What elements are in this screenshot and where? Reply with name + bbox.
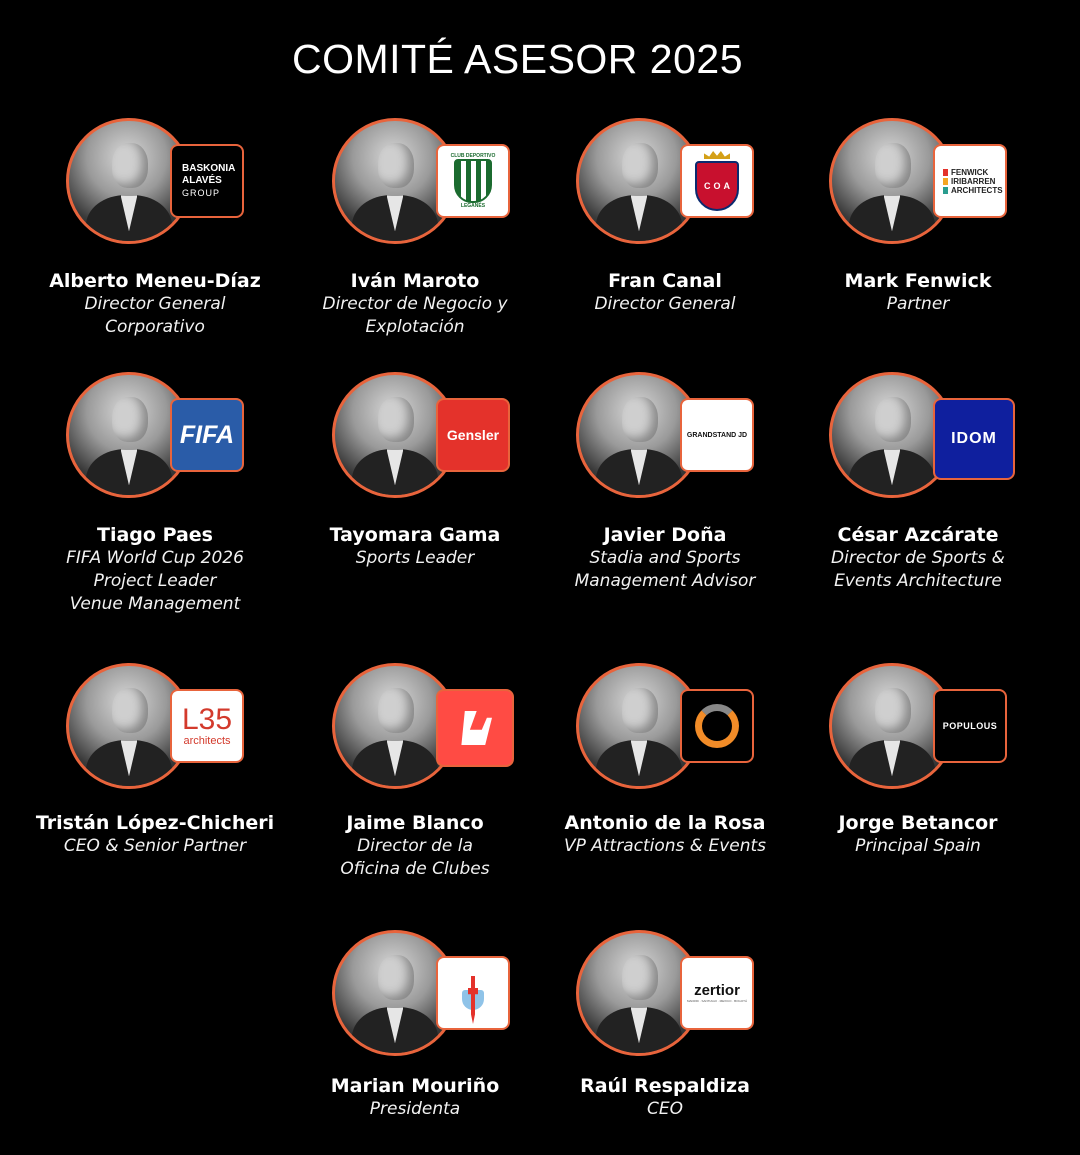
member-name: Marian Mouriño [330,1075,500,1097]
member-role-line: Stadia and Sports [589,548,741,568]
laliga-logo [436,689,514,767]
member-role [783,835,1053,858]
legends-ring-icon [695,704,739,748]
member-name: Mark Fenwick [844,270,992,292]
photo-silhouette-head [112,397,148,443]
member-role-line: Events Architecture [834,571,1002,591]
member-role [530,835,800,858]
member-role [280,547,550,570]
photo-silhouette-head [622,688,658,734]
member-name: Raúl Respaldiza [580,1075,750,1097]
grandstand-jd-logo [680,398,754,472]
zertior-logo-text: MADRID · SANTIAGO · MEXICO · BOGOTÁ [686,998,747,1003]
osasuna-shield-icon [695,161,739,211]
member-name: Tayomara Gama [329,524,501,546]
member-name: Fran Canal [608,270,722,292]
color-bar-icon [943,178,948,185]
l35-architects-logo-text: L35 [181,703,233,736]
photo-silhouette-head [378,688,414,734]
baskonia-alaves-group-logo [170,144,244,218]
zertior-logo-text: zertior [694,981,740,999]
page-title: COMITÉ ASESOR 2025 [291,36,744,82]
photo-silhouette-head [875,397,911,443]
fenwick-iribarren-architects-logo-text: ARCHITECTS [951,185,1003,195]
ca-osasuna-crest-text: A [723,181,730,191]
leganes-shield-icon [454,159,492,203]
member-role-line: Management Advisor [574,571,756,591]
photo-silhouette-head [622,397,658,443]
photo-silhouette-head [112,143,148,189]
member-name: Jorge Betancor [838,812,998,834]
club-deportivo-leganes-crest-text: CLUB DEPORTIVO [450,153,496,159]
ca-osasuna-crest-text: O [713,181,721,191]
member-name: Antonio de la Rosa [564,812,766,834]
member-role-line: Oficina de Clubes [340,859,490,879]
member-role-line: Venue Management [69,594,241,614]
idom-logo [933,398,1015,480]
member-role-line: Sports Leader [355,548,475,568]
member-role-line: CEO [647,1099,683,1119]
rc-celta-crest [436,956,510,1030]
member-name: Alberto Meneu-Díaz [49,270,261,292]
photo-silhouette-head [622,143,658,189]
member-role [20,835,290,858]
club-deportivo-leganes-crest-text: LEGANÉS [460,203,486,209]
member-name: Tristán López-Chicheri [35,812,275,834]
fifa-logo-text: FIFA [179,420,235,449]
member-role-line: Corporativo [105,317,205,337]
grandstand-jd-logo-text: GRANDSTAND JD [686,431,748,439]
ca-osasuna-crest [680,144,754,218]
baskonia-alaves-group-logo-text: ALAVÉS [182,175,222,186]
fenwick-iribarren-architects-logo-text: FENWICK [951,167,989,177]
member-role-line: Director de Negocio y [322,294,508,314]
idom-logo-text: IDOM [951,430,997,447]
member-name: Javier Doña [603,524,727,546]
member-role-line: Director General [84,294,226,314]
member-role [20,547,290,616]
club-deportivo-leganes-crest [436,144,510,218]
legends-logo [680,689,754,763]
member-role-line: Presidenta [369,1099,461,1119]
ca-osasuna-crest-text: C [703,181,711,191]
member-role-line: Partner [886,294,950,314]
zertior-logo [680,956,754,1030]
member-role [280,1098,550,1121]
member-role [280,293,550,339]
member-role-line: FIFA World Cup 2026 [66,548,244,568]
member-name: Jaime Blanco [346,812,484,834]
color-bar-icon [943,169,948,176]
member-role [530,547,800,593]
member-role-line: VP Attractions & Events [563,836,767,856]
populous-logo-text: POPULOUS [942,721,998,731]
gensler-logo [436,398,510,472]
member-role-line: Director de la [357,836,473,856]
member-role [530,293,800,316]
member-role-line: Director de Sports & [831,548,1005,568]
photo-silhouette-head [112,688,148,734]
member-role-line: Director General [594,294,736,314]
crown-icon [704,151,730,159]
member-role [783,293,1053,316]
baskonia-alaves-group-logo-text: GROUP [182,188,221,198]
member-name: Tiago Paes [97,524,213,546]
photo-silhouette-head [622,955,658,1001]
member-role-line: Explotación [365,317,465,337]
fenwick-iribarren-architects-logo [933,144,1007,218]
photo-silhouette-head [378,143,414,189]
member-role-line: CEO & Senior Partner [63,836,247,856]
baskonia-alaves-group-logo-text: BASKONIA [182,163,236,174]
member-role [530,1098,800,1121]
member-role [280,835,550,881]
member-role [783,547,1053,593]
l35-architects-logo-text: architects [183,735,231,747]
gensler-logo-text: Gensler [446,427,500,443]
populous-logo [933,689,1007,763]
laliga-mark-icon [458,711,492,745]
fenwick-iribarren-architects-logo-text: IRIBARREN [951,176,996,186]
photo-silhouette-head [378,397,414,443]
member-role-line: Principal Spain [855,836,981,856]
member-role [20,293,290,339]
color-bar-icon [943,187,948,194]
photo-silhouette-head [378,955,414,1001]
member-name: César Azcárate [837,524,999,546]
l35-architects-logo [170,689,244,763]
photo-silhouette-head [875,688,911,734]
photo-silhouette-head [875,143,911,189]
fifa-logo [170,398,244,472]
member-name: Iván Maroto [350,270,480,292]
member-role-line: Project Leader [93,571,217,591]
